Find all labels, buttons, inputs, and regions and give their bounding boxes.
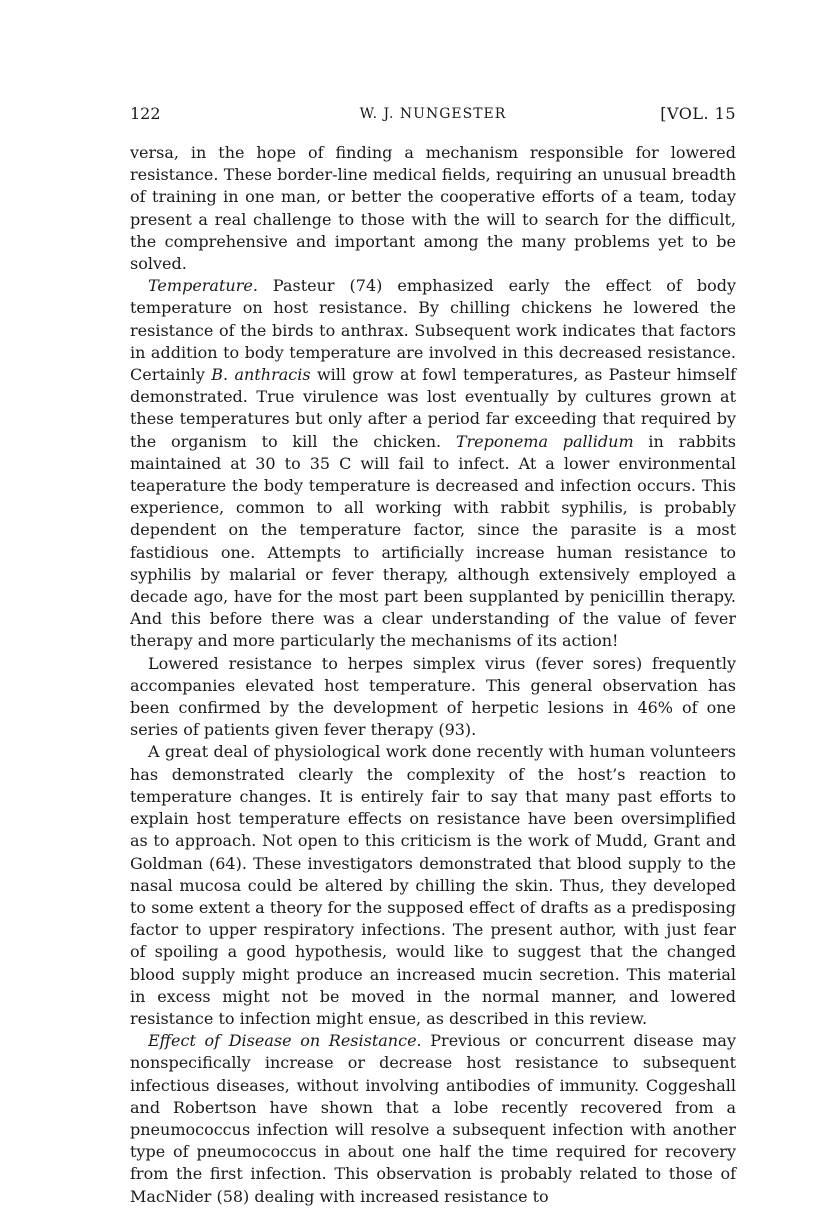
- running-head-author: W. J. NUNGESTER: [359, 106, 507, 122]
- paragraph-herpes: Lowered resistance to herpes simplex virus (fever sores) frequently accompanies elevated host temperature. This general observation has been confirmed by the development of herpetic lesions in 46% of one series of patients given fever therapy (93).: [130, 653, 736, 740]
- species-name: Treponema pallidum: [455, 431, 634, 451]
- document-page: [130, 102, 736, 1208]
- paragraph-physiological: A great deal of physiological work done recently with human volunteers has demonstrated clearly the complexity of the host’s reaction to temperature changes. It is entirely fair to say that many past efforts to explain host temperature effects on resistance have been oversimplified as to approach. Not open to this criticism is the work of Mudd, Grant and Goldman (64). These investigators demonstrated that blood supply to the nasal mucosa could be altered by chilling the skin. Thus, they developed to some extent a theory for the supposed effect of drafts as a predisposing factor to upper respiratory infections. The present author, with just fear of spoiling a good hypothesis, would like to suggest that the changed blood supply might produce an increased mucin secretion. This material in excess might not be moved in the normal manner, and lowered resistance to infection might ensue, as described in this review.: [130, 742, 736, 1028]
- running-head: [130, 102, 736, 126]
- page-number: 122: [130, 104, 161, 123]
- paragraph-continuation: versa, in the hope of finding a mechanism responsible for lowered resistance. These border-line medical fields, requiring an unusual breadth of training in one man, or better the cooperative efforts of a team, today present a real challenge to those with the will to search for the difficult, the comprehensive and important among the many problems yet to be solved.: [130, 143, 736, 274]
- species-name: B. anthracis: [211, 365, 311, 385]
- volume-label: [VOL. 15: [660, 104, 736, 123]
- section-heading-temperature: Temperature.: [148, 276, 258, 296]
- paragraph-temperature: Temperature. Pasteur (74) emphasized early the effect of body temperature on host resistance. By chilling chickens he lowered the resistance of the birds to anthrax. Subsequent work indicates that factors in addition to body temperature are involved in this decreased resistance. Certainly B. anthracis will grow at fowl temperatures, as Pasteur himself demonstrated. True virulence was lost eventually by cultures grown at these temperatures but only after a period far exceeding that required by the organism to kill the chicken. Treponema pallidum in rabbits maintained at 30 to 35 C will fail to infect. At a lower environmental teaperature the body temperature is decreased and infection occurs. This experience, common to all working with rabbit syphilis, is probably dependent on the temperature factor, since the parasite is a most fastidious one. Attempts to artificially increase human resistance to syphilis by malarial or fever therapy, although extensively employed a decade ago, have for the most part been supplanted by penicillin therapy. And this before there was a clear understanding of the value of fever therapy and more particularly the mechanisms of its action!: [130, 276, 736, 651]
- section-heading-effect-of-disease: Effect of Disease on Resistance.: [148, 1031, 422, 1051]
- body-text: [130, 142, 736, 1208]
- paragraph-effect-of-disease: Effect of Disease on Resistance. Previous or concurrent disease may nonspecifically increase or decrease host resistance to subsequent infectious diseases, without involving antibodies of immunity. Coggeshall and Robertson have shown that a lobe recently recovered from a pneumococcus infection will resolve a subsequent infection with another type of pneumococcus in about one half the time required for recovery from the first infection. This observation is probably related to those of MacNider (58) dealing with increased resistance to: [130, 1031, 736, 1206]
